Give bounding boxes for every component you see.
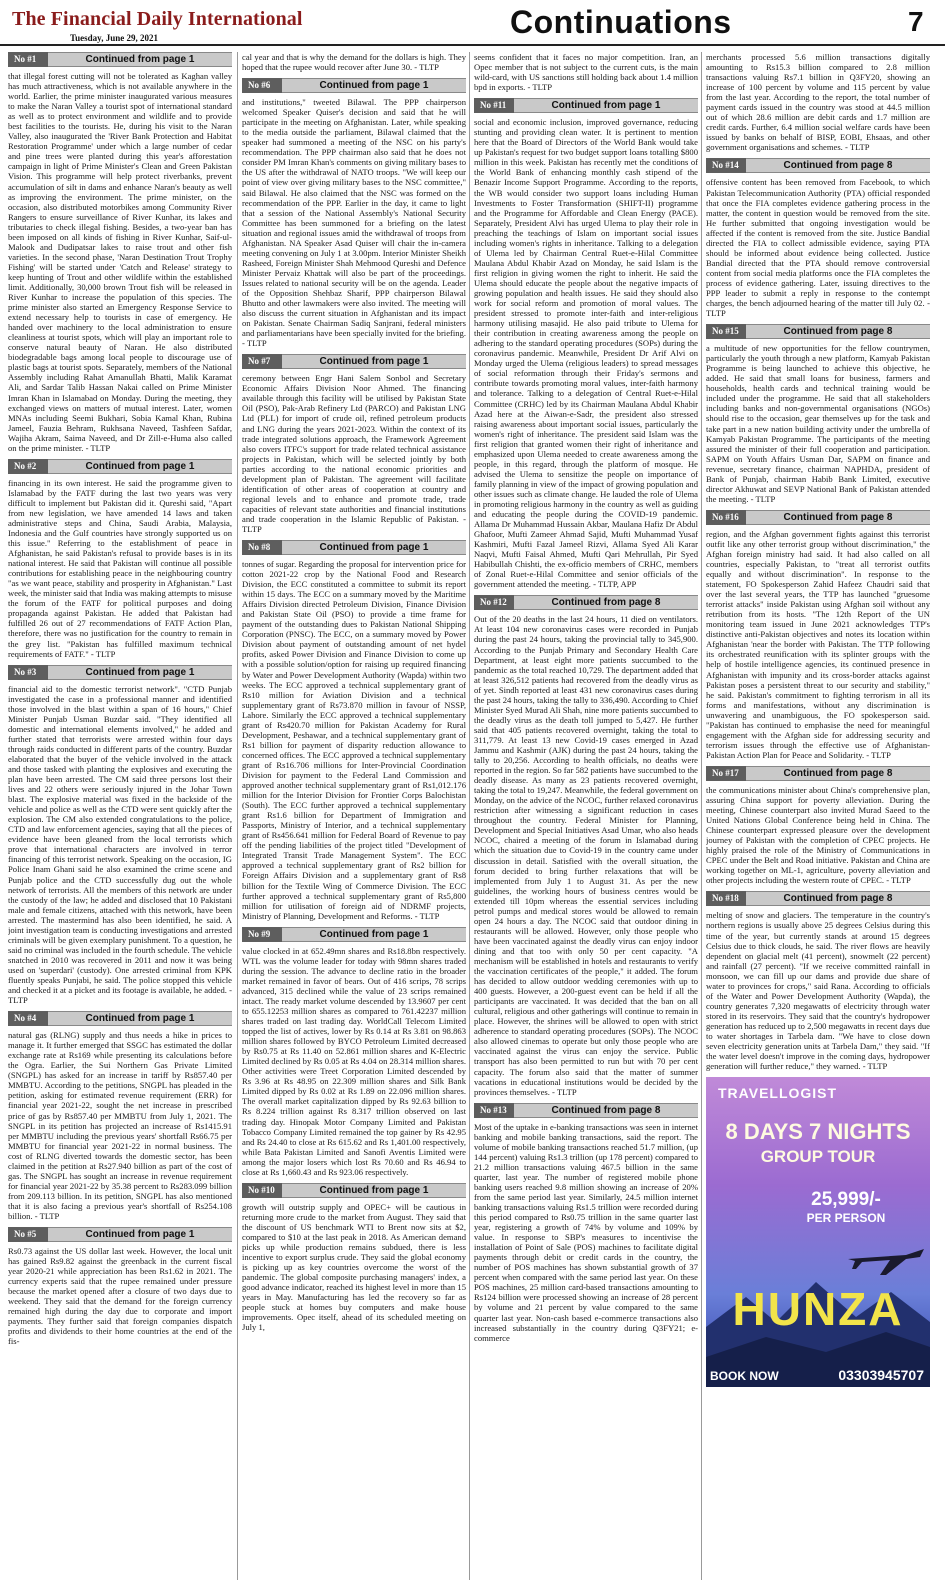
article-body: Most of the uptake in e-banking transactions was seen in internet banking and mobile banking transactions, said the report. The volume of mobile banking transactions reached 51.7 million, (up 144 percent) valuing Rs1.3 trillion (up 178 percent) compared to 21.2 million transactions valuing 467.5 billion in the same quarter, last year. The number of registered mobile phone banking users reached 9.8 million showing an increase of 20% from the same period last year. Similarly, 24.5 million internet banking transactions valuing Rs1.5 trillion were recorded during this period compared to Rs0.75 trillion in the same quarter last year, registering a growth of 74% by volume and 109% by value. In response to SBP's measures to incentivise the installation of Point of Sale (POS) machines to facilitate digital payments through debit or credit cards in the country, the number of POS machines has shown substantial growth of 37 percent when compared with the same period last year. On these POS machines, 25 million card-based transactions amounting to Rs124 billion were processed showing an increase of 28 percent by volume and 21 percent by value compared to the same quarter last year. Non-cash based e-commerce transactions also increased substantially in the country during Q3FY21; e-commerce [474, 1121, 698, 1343]
ad-phone: 03303945707 [838, 1367, 924, 1384]
article-body: and institutions," tweeted Bilawal. The PPP chairperson welcomed Speaker Quiser's decision and said that he will participate in the meeting on Afghanistan. Later, while speaking to the media outside the parliament, Bilawal claimed that the speaker had summoned a meeting of the NSC on his party's recommendation. The PPP chairman also said that he does not consider PM Imran Khan's comments on giving military bases to the US after the withdrawal of NATO troops. "We will keep our point of view over giving military bases to the NSC committee," said Bilawal. He also claimed that the NSC was formed on the recommendation of the PPP. Earlier in the day, it came to light that a session of the National Assembly's National Security Committee has been summoned for a briefing on the latest situation and regional issues amid the withdrawal of troops from Afghanistan. NA Speaker Asad Quiser will chair the in-camera meeting convening on July 1 at 3.00pm. Interior Minister Sheikh Rasheed, Foreign Minister Shah Mehmood Qureshi and Defence Minister Pervaiz Khattak will also be part of the proceedings. Issues related to national security will be on the agenda. Leader of the Opposition Shehbaz Sharif, PPP chairperson Bilawal Bhutto and other lawmakers were also invited. The meeting will also discuss the current situation in Afghanistan and its impact on Pakistan. Senate Chairman Sadiq Sanjrani, federal ministers and parliamentarians have been specially invited for the briefing. - TLTP [242, 97, 466, 349]
article-number: No #17 [706, 766, 746, 781]
article-header [8, 459, 232, 474]
article [706, 324, 930, 504]
column-1 [8, 52, 232, 1580]
column-3 [474, 52, 698, 1580]
article-number: No #11 [474, 98, 514, 113]
ad-brand: TRAVELLOGIST [718, 1085, 838, 1102]
ad-tour-type: GROUP TOUR [760, 1147, 876, 1167]
column-divider [469, 52, 470, 1580]
article-body: that illegal forest cutting will not be tolerated as Kaghan valley has much attractiveness, which is not available anywhere in the world. Earlier, the prime minister inaugurated various measures to make the Naran Valley a tourist spot of international standard as well as to protect environment and wildlife and to provide best facilities to the tourists. He, during his visit to the Naran Valley, also inaugurated the 'River Bank Protection and Habitat Restoration Programme' under which a large number of cedar and pine trees were planted during this year's afforestation campaign in light of Prime Minister's Clean and Green Pakistan Vision. This programme will help protect riverbanks, prevent accumulation of silt in dams and enhance Naran's beauty as well as improving the environment. The prime minister, on the occasion, also distributed motorbikes among Community River Rangers to ensure surveillance of River Kunhar, its lakes and tributaries to check illegal fishing. Besides, a two-year ban has been imposed on all kinds of fishing in River Kunhar, Saif-ul-Malook and Dudipatsar lakes to raise trout and other fish varieties. In the second phase, 'Naran Destination Trout Trophy Fishing' will be started under 'Catch and Release' strategy to keep hunting of Trout and other wildlife within the established limit. Additionally, 30,000 brown Trout fish will be released in River Kunhar to increase the population of this species. The prime minister also started an Emergency Response Service to extend necessary help to tourists in case of emergency. He handed over machinery to the local administration to ensure cleanliness at tourist spots, which will play an important role to conserve natural beauty of Naran. He also distributed biodegradable bags among local people to discourage use of plastic bags at tourist spots. Separately, members of the National Assembly including Rahat Amanullah Bhatti, Malik Karamat Ali, and Sardar Talib Hassan Nakai called on Prime Minister Imran Khan in Islamabad on Monday. During the meeting, they exchanged views on matters of mutual interest. Later, women MNAs including Seemi Bukhari, Sobia Kamal Khan, Rubina Jameel, Fauzia Behram, Rukhsana Naveed, Tashfeen Safdar, Wajiha Akram, Saima Naveed, and Dr Zill-e-Huma also called on the prime minister. - TLTP [8, 71, 232, 453]
masthead [0, 0, 945, 46]
article-header [8, 1011, 232, 1026]
article-header [706, 766, 930, 781]
article-header [242, 540, 466, 555]
article-number: No #13 [474, 1103, 514, 1118]
article-body: financing in its own interest. He said the programme given to Islamabad by the FATF during the last two years was very difficult to implement but Pakistan did it. Qureshi said, "Apart from new legislation, we have amended 14 laws and taken administrative steps and China, Saudi Arabia, Malaysia, Indonesia and the Gulf countries have strongly supported us on this issue." Referring to the establishment of peace in Afghanistan, he said Pakistan's refusal to provide bases is in its national interest. He said that Pakistan will continue all possible contributions for establishing peace in the neighbouring country "as we want peace, stability and prosperity in Afghanistan." Last week, the minister said that India was making attempts to misuse the forum of the FATF for political purposes and doing propaganda against Pakistan. He added that Pakistan had fulfilled 26 out of 27 recommendations of FATF Action Plan, therefore, there was no justification for the country to remain in the grey list. "Pakistan has fulfilled maximum technical requirements of FATF." - TLTP [8, 477, 232, 659]
article-continued-label: Continued from page 1 [85, 1229, 195, 1241]
column-4 [706, 52, 930, 1580]
article-header [242, 1183, 466, 1198]
article [706, 510, 930, 760]
article-header [706, 324, 930, 339]
article [8, 52, 232, 453]
article-body: the communications minister about China's comprehensive plan, assuring China support for poverty alleviation. During the meeting, Chinese counterpart also invited Murad Saeed to the United Nations Global Conference being held in China. The Chinese counterpart expressed pleasure over the development journey of Pakistan with the completion of CPEC projects. He highly praised the role of the Ministry of Communications in CPEC under the Belt and Road initiative. Pakistan and China are working together on ML-1, agriculture, poverty alleviation and other projects including the western route of CPEC. - TLTP [706, 784, 930, 886]
article-header [8, 1227, 232, 1242]
issue-date: Tuesday, June 29, 2021 [70, 33, 158, 43]
article-continued-label: Continued from page 1 [319, 928, 429, 940]
article [8, 665, 232, 1006]
article-continued-label: Continued from page 1 [319, 80, 429, 92]
article-body: social and economic inclusion, improved governance, reducing stunting and providing clean water. It is pertinent to mention here that the Board of Directors of the World Bank would take up Pakistan's request for two budget support loans totalling $800 million in this week. Pakistan has recently met the conditions of the World Bank of enhancing monthly cash stipend of the Benazir Income Support Programme. According to the reports, the WB would consider two support loans including Human Investments to Foster Transformation (SHIFT-II) programme and the Programme for Affordable and Clean Energy (PACE). Separately, President Alvi has urged Ulema to play their role in preaching the teachings of Islam on important social issues including women's rights in inheritance. Talking to a delegation of Ulema led by Chairman Central Ruet-e-Hilal Committee Maulana Abdul Khabir Azad on Monday, he said Islam is the first religion in giving women the right to inherit. He said the Ulema should educate the people about the negative impacts of growing population and health issues. He said they should also work for social reform and promotion of moral values. The president stressed to promote inter-faith and inter-religious harmony utilising masajid. He also paid tribute to Ulema for their contribution in creating awareness among the people on adhering to the standard operating procedures (SOPs) during the coronavirus pandemic. Meanwhile, President Dr Arif Alvi on Monday urged the Ulema (religious leaders) to spread messages of social reformation through their Friday's sermons and contribute towards promoting moral values, inter-faith harmony and tolerance. Talking to a delegation of Central Ruet-e-Hilal Committee (CRHC) led by its Chairman Maulana Abdul Khabir Azad here at the Aiwan-e-Sadr, the president also stressed raising awareness about important social issues, particularly the women's right of inheritance. The president said Islam was the first religion that granted women their right of inheritance and emphasized upon Ulema needed to create awareness among the people, in this regard, through the platform of mosque. He advised the Ulema to sensitize the people on importance of family planning in view of the impact of growing population and other issues such as climate change. He lauded the role of Ulema in promoting religious harmony in the country as well as guiding and educating the people during the COVID-19 pandemic. Allama Dr Muhammad Hussain Akbar, Maulana Hafiz Dr Abdul Ghafoor, Mufti Zameer Ahmad Sajid, Mufti Muhammad Yusaf Kashmiri, Mufti Fazal Jameel Rizvi, Allama Syed Ali Karar Naqvi, Mufti Faisal Ahmed, Mufti Qari Mehrullah, Pir Syed Habibullah Chishti, the ex-officio members of CRHC, members of Zonal Ruet-e-Hilal Committee and senior officials of the government attended the meeting. - TLTP, APP [474, 117, 698, 590]
article-body: value clocked in at 652.49mn shares and Rs18.8bn respectively. WTL was the volume leader for today with 98mn shares traded during the session. The advance to decline ratio in the broader market remained in favor of bears. Out of 416 scrips, 78 scrips advanced, 315 declined while the value of 23 scrips remained intact. The ready market volume descended by 13.9607 per cent to 655.12253 million shares as compared to 761.42237 million shares traded on last trading day. WorldCall Telecom Limited topped the list of actives, lower by Rs 0.14 at Rs 3.81 on 98.863 million shares followed by BYCO Petroleum Limited decreased by Rs0.75 at Rs 11.40 on 52.861 million shares and K-Electric Limited declined by Rs 0.05 at Rs 4.04 on 28.314 million shares. Other activities were Treet Corporation Limited descended by Rs 3.96 at Rs 48.95 on 22.309 million shares and Silk Bank Limited dipped by Rs 0.02 at Rs 1.89 on 22.096 million shares. The overall market capitalization dipped by Rs 92.63 billion to Rs 8.224 trillion against Rs 8.317 trillion observed on last trading day. Hinopak Motor Company Limited and Pakistan Tobacco Company Limited remained the top gainer by Rs 42.95 and Rs 24.40 to close at Rs 615.62 and Rs 1,401.00 respectively, while Bata Pakistan Limited and Sanofi Aventis Limited were among the major losers which lost Rs 70.60 and Rs 46.94 to close at Rs 1,660.43 and Rs 923.06 respectively. [242, 945, 466, 1177]
article [8, 459, 232, 659]
article [242, 540, 466, 921]
article-continued-label: Continued from page 8 [783, 326, 893, 338]
ad-duration: 8 DAYS 7 NIGHTS [725, 1119, 911, 1145]
article-number: No #8 [242, 540, 282, 555]
article-number: No #16 [706, 510, 746, 525]
article-continued-label: Continued from page 1 [85, 1013, 195, 1025]
article-header [242, 354, 466, 369]
article [474, 98, 698, 589]
article-number: No #15 [706, 324, 746, 339]
article [8, 1011, 232, 1221]
article-number: No #4 [8, 1011, 48, 1026]
article-body: tonnes of sugar. Regarding the proposal for intervention price for cotton 2021-22 crop by the National Food and Research Division, the ECC constituted a committee to submit its report within 15 days. The ECC on a summary moved by the Maritime Affairs Division directed Petroleum Division, Finance Division and Pakistan State Oil (PSO) to provide a time frame for payment of the outstanding dues to Pakistan National Shipping Corporation (PNSC). The ECC, on a summary moved by Power Division about payment of outstanding amount of net hydel profits, asked Power Division and Finance Division to come up with a possible solution/option for raising up required financing by Water and Power Development Authority (Wapda) within two weeks. The ECC approved a technical supplementary grant of Rs10 million for Aviation Division and a technical supplementary grant of Rs73.870 million in favour of NSSP, Lahore. Similarly the ECC approved a technical supplementary grant of Rs420.70 million for Pakistan Academy for Rural Development, Peshawar, and a technical supplementary grant of Rs1 billion for payment of disparity reduction allowance to concerned offices. The ECC approved a technical supplementary grant of Rs16.706 millions for Inter-Provincial Coordination Division for payment to the Federal Land Commission and approved another technical supplementary grant of Rs1,012.176 million for the Interior Division for Frontier Corps Balochistan (South). The ECC further approved a technical supplementary grant Rs1.6 billion for Department of Immigration and Passports, Ministry of Interior, and a technical supplementary grant of Rs456.641 million for Federal Board of Revenue to pay off the pending liabilities of the project titled "Development of Integrated Transit Trade Management System". The ECC approved a technical supplementary grant of Rs2 billion for Foreign Affairs Division and a supplementary grant of Rs8 billion for the Textile Wing of Commerce Division. The ECC further approved a technical supplementary grant of Rs5,800 million for utilisation of foreign aid of NDRMF projects, Ministry of Planning, Development and Reforms. - TLTP [242, 559, 466, 921]
article-body: natural gas (RLNG) supply and thus needs a hike in prices to manage it. It further emerged that SSGC has estimated the dollar exchange rate at Rs169 while presenting its calculations before the Ogra. Earlier, the Sui Northern Gas Private Limited (SNGPL) has asked for an increase in tariff by Rs857.40 per MMBTU. According to the petitions, SNGPL has pleaded in the petition, asking for estimated revenue requirement (ERR) for financial year 2021-22, sought the net increase in prescribed price of gas by Rs857.40 per MMBTU from July 1, 2021. The SNGPL in its petition has projected an increase of Rs1415.91 per MMBTU including the previous years' shortfall Rs66.75 per MMBTU for financial year 2021-22 in normal business. The cost of RLNG diverted towards the domestic sector, has been claimed in the petition at Rs27.940 billion as part of the cost of gas. The SNGPL has sought an increase in revenue requirement for financial year 2021-22 by 35.38 percent to Rs283.099 billion from 209.113 billion. In its petition, SNGPL has also mentioned that it is also facing a previous year's shortfall of Rs254.108 billion. - TLTP [8, 1030, 232, 1221]
article-continued-label: Continued from page 1 [319, 356, 429, 368]
article-number: No #3 [8, 665, 48, 680]
article-body: offensive content has been removed from Facebook, to which Pakistan Telecommunication Authority (PTA) official responded that once the FIA completes evidence gathering process in the matter, the content in question would be removed from the site. He further submitted that ongoing investigation would be affected if the content is removed from the site. Justice Bandial directed the FIA to collect admissible evidence, saying PTA should be informed about evidence being collected. Justice Bandial directed that the PTA should remove controversial content from social media platforms once the FIA completes the process of evidence gathering. Later, issuing directives to the PPP leader to submit a reply in response to the contempt charges, the bench adjourned hearing of the matter till July 02. - TLTP [706, 177, 930, 319]
article [242, 78, 466, 348]
article-number: No #18 [706, 891, 746, 906]
article-number: No #6 [242, 78, 282, 93]
article [706, 891, 930, 1071]
article-number: No #5 [8, 1227, 48, 1242]
article [474, 52, 698, 92]
travel-advertisement[interactable] [706, 1077, 930, 1387]
article-continued-label: Continued from page 8 [551, 1104, 661, 1116]
article-continued-label: Continued from page 8 [783, 893, 893, 905]
section-title: Continuations [510, 4, 732, 40]
article-continued-label: Continued from page 1 [551, 100, 661, 112]
article-continued-label: Continued from page 8 [551, 597, 661, 609]
article-body: Out of the 20 deaths in the last 24 hours, 11 died on ventilators. At least 104 new coronavirus cases were recorded in Punjab during the past 24 hours, taking the provincial tally to 345,900. According to the Punjab Primary and Secondary Health Care Department, at least eight more patients succumbed to the pandemic as the total reached 10,729. The department added that at least 326,512 patients had recovered from the deadly virus as of yet. Sindh reported at least 431 new coronavirus cases during the past 24 hours, taking the tally to 336,490. According to Chief Minister Syed Murad Ali Shah, nine more patients succumbed to the deadly virus as the death toll jumped to 5,427. He further said that 405 patients recovered overnight, taking the total to 311,779. At least 13 new Covid-19 cases emerged in Azad Jammu and Kashmir (AJK) during the past 24 hours, taking the tally to 20,256. According to health officials, no deaths were reported in the region. So far 582 patients have succumbed to the deadly disease. As many as 23 patients recovered overnight, taking the total to 19,247. Meanwhile, the federal government on Monday, on the advice of the NCOC, further relaxed coronavirus restriction after witnessing a significant reduction in cases throughout the country. Federal Minister for Planning, Development and Special Initiatives Asad Umar, who also heads NCOC, chaired a meeting of the forum in Islamabad during which the situation due to Covid-19 in the country came under discussion in detail. Satisfied with the overall situation, the forum decided to bring further relaxations that will be implemented from July 1 to August 31. As per the new guidelines, the working hours of business centres would be extended till 10pm whereas the essential services including petrol pumps and medical stores would be allowed to remain open 24 hours a day. The NCOC said that outdoor dining in restaurants will be allowed. However, only those people who have been vaccinated against the deadly virus can enjoy indoor dining and that too with only 50 per cent capacity. "A mechanism will be established in hotels and restaurants to verify the vaccination certificates of the people," it added. The forum has decided to allow outdoor wedding ceremonies with up to 400 guests. However, a 200-guest event can be held if all the participants are vaccinated. It was decided that the ban on all cultural, religious and other gatherings will continue to remain in place. However, the shrines will be allowed to open with strict adherence to standard operating procedures (SOPs). The NCOC also allowed cinemas to operate but only those people who are vaccinated against the virus can enjoy the service. Public transport has also been permitted to run but with 70 per cent capacity. The forum also said that the matter of summer vacations in educational institutions would be decided by the provinces themselves. - TLTP [474, 614, 698, 1097]
article-number: No #7 [242, 354, 282, 369]
article-body: financial aid to the domestic terrorist network". "CTD Punjab investigated the case in a professional manner and identified those involved in the blast within a span of 16 hours," Chief Minister Punjab Usman Buzdar said. "They identified all domestic and international elements involved," he added and further stated that terrorists were arrested within four days through raids conducted in different parts of the country. Buzdar elaborated that the buyer of the vehicle involved in the attack and those tasked with planting the explosives and executing the plan have been arrested. The CM said three persons lost their lives and 22 others were seriously injured in the Johar Town blast. The explosive material was fixed in the backside of the vehicle and police as well as the CTD were sent quickly after the explosion. The CM also extended congratulations to the police, CTD and law enforcement agencies, saying that all the pieces of evidence have been gleaned from the local terrorists which prove that international characters are involved in terror financing of this terrorist network. Speaking on the occasion, IG Police Inam Ghani said he also examined the crime scene and Punjab police and the CTD successfully dug out the whole network of terrorists. All the members of this network are under the custody of the law; he added and disclosed that 10 Pakistani male and female citizens, attached with this network, have been arrested. The mastermind has also been identified, he said. A joint investigation team is conducting investigations and arrested criminals will be given exemplary punishment. To a question, he said no criminal was included in the fourth schedule. The vehicle snatched in 2010 was recovered in 2011 and now it was being used on 'superdari' (custody). One arrested criminal from KPK fluently speaks Punjabi, he said. The police stopped this vehicle and checked it at a picket and its footage is available, he added. - TLTP [8, 683, 232, 1006]
article [242, 927, 466, 1177]
article-number: No #1 [8, 52, 48, 67]
article-continued-label: Continued from page 8 [783, 160, 893, 172]
article-body: growth will outstrip supply and OPEC+ will be cautious in returning more crude to the market from August. They said that the discount of US benchmark WTI to Brent now sits at $2, compared to $10 at the last peak in 2018. As American demand picks up while production remains subdued, there is less incentive to export surplus crude. They said the global economy is picking up as key countries overcome the worst of the pandemic. The global composite purchasing managers' index, a good advance indicator, reached its highest level in more than 15 years in May. Manufacturing has led the recovery so far as people stuck at homes buy computers and make house improvements. Opec itself, ahead of its scheduled meeting on July 1, [242, 1201, 466, 1333]
article-body: seems confident that it faces no major competition. Iran, an Opec member that is not subject to the current cuts, is the main wild-card, with US sanctions still holding back about 1.4 million bpd in exports. - TLTP [474, 52, 698, 93]
article [706, 766, 930, 885]
article-header [706, 158, 930, 173]
article-header [8, 52, 232, 67]
article-header [474, 1103, 698, 1118]
article [8, 1227, 232, 1346]
article [706, 158, 930, 318]
article-header [242, 927, 466, 942]
ad-price: 25,999/- [811, 1189, 881, 1211]
article-body: a multitude of new opportunities for the fellow countrymen, particularly the youth through a new platform, Kamyab Pakistan Programme is being launched to achieve this objective, he added. He said that small loans for business, farmers and households, health cards and technical training would be included under the programme. He said that all stakeholders including banks and non-governmental organisations (NGOs) should rise to the occasion, gear themselves up for the task and take part in a new nation building activity under the umbrella of Kamyab Pakistan Programme. The participants of the meeting assured the minister of their full cooperation and participation. SAPM on Youth Affairs Usman Dar, SAPM on finance and revenue, secretary finance, chairman NAPHDA, president of Bank of Punjab, chairman Habib Bank Limited, executive director Akhuwat and SEVP National Bank of Pakistan attended the meeting. - TLTP [706, 343, 930, 504]
column-divider [701, 52, 702, 1580]
article-continued-label: Continued from page 1 [319, 1184, 429, 1196]
book-now-button[interactable]: BOOK NOW [710, 1369, 779, 1384]
column-divider [237, 52, 238, 1580]
article-continued-label: Continued from page 8 [783, 767, 893, 779]
article-number: No #2 [8, 459, 48, 474]
article-number: No #12 [474, 595, 514, 610]
article [242, 354, 466, 534]
article [706, 52, 930, 152]
column-2 [242, 52, 466, 1580]
article-number: No #10 [242, 1183, 282, 1198]
article [474, 1103, 698, 1343]
article-header [706, 510, 930, 525]
article-body: merchants processed 5.6 million transactions digitally amounting to Rs15.3 billion compared to 2.8 million transactions valuing Rs7.1 billion in Q3FY20, showing an increase of 100 percent by volume and 115 percent by value from the last year. According to the report, the total number of payment cards issued in the country was stood at 44.5 million out of which 28.6 million are debit cards and 1.7 million are credit cards. Further, 6.4 million social welfare cards have been issued by banks on behalf of BISP, EOBI, Ehsaas, and other government organisations and schemes. - TLTP [706, 52, 930, 153]
article-body: cal year and that is why the demand for the dollars is high. They hoped that the rupee would recover after June 30. - TLTP [242, 52, 466, 73]
newspaper-title: The Financial Daily International [12, 8, 303, 30]
article-header [474, 98, 698, 113]
article-number: No #9 [242, 927, 282, 942]
article [474, 595, 698, 1096]
article-body: region, and the Afghan government fights against this terrorist outfit like any other terrorist group without discrimination," the Afghan foreign ministry had said. It had also called on all countries, especially Pakistan, to "treat all terrorist outfits equally and without discrimination". In response to the statement, FO Spokesperson Zahid Hafeez Chaudri said that over the last several years, the TTP has launched "gruesome terrorist attacks" inside Pakistan using Afghan soil without any retribution from its hosts. "The 12th Report of the UN monitoring team issued in June 2021 acknowledges TTP's distinctive anti-Pakistan objectives and notes its location within Afghanistan 'near the border with Pakistan. The TTP following its orchestrated reunification with its splinter groups with the help of hostile intelligence agencies, its continued presence in Afghanistan with impunity and its cross-border attacks against Pakistan poses a persistent threat to our security and stability," he said. Pakistan's commitment to fighting terrorism in all its forms and manifestations, without any discrimination is unwavering and unambiguous, the FO spokesperson said. "Pakistan has continued to emphasise the need for meaningful engagement with the Afghan side for addressing security and terrorism issues through the effective use of Afghanistan-Pakistan Action Plan for Peace and Solidarity. - TLTP [706, 528, 930, 760]
article-body: ceremony between Engr Hani Salem Sonbol and Secretary Economic Affairs Division Noor Ahmed. The financing available through this facility will be utilised by Pakistan State Oil (PSO), Pak-Arab Refinery Ltd (PARCO) and Pakistan LNG Ltd (PLL) for import of crude oil, refined petroleum products and LNG during the years 2021-2023. Within the context of its trade integrated solutions approach, the Framework Agreement also covers ITFC's support for trade related technical assistance projects in Pakistan, which will be selected jointly by both parties according to the national economic priorities and development plan of Pakistan. The agreement will facilitate identification of other areas of cooperation at country and regional levels and to enhance and promote trade, trade capacities of relevant state authorities and financial institutions and trade cooperation in the Islamic Republic of Pakistan. - TLTP [242, 373, 466, 534]
article-body: Rs0.73 against the US dollar last week. However, the local unit has gained Rs9.82 against the greenback in the current fiscal year 2020-21 while appreciation has been Rs1.62 in 2021. The currency experts said that the rupee remained under pressure because the market opened after a closure of two days due to weekend. They said that the demand for the foreign currency remained high during the day due to corporate and import payments. They further said that foreign companies dispatch profits and dividends to their home countries at the end of the fis- [8, 1246, 232, 1347]
page-number: 7 [908, 6, 924, 37]
article [242, 52, 466, 72]
article-header [474, 595, 698, 610]
article-continued-label: Continued from page 8 [783, 511, 893, 523]
article-header [8, 665, 232, 680]
article [242, 1183, 466, 1333]
article-continued-label: Continued from page 1 [85, 460, 195, 472]
ad-price-unit: PER PERSON [806, 1211, 886, 1226]
article-body: melting of snow and glaciers. The temperature in the country's northern regions is usually above 25 degrees Celsius during this time of the year, but currently stands at around 15 degrees Celsius due to thick clouds, he said. The river flows are heavily dependent on glacial melt (41 percent), snowmelt (22 percent) and rainfall (27 percent). "If we receive committed rainfall in monsoon, we can fill up our dams and provide due share of water to provinces for crops," said Rana. According to officials of the Water and Power Development Authority (Wapda), the country generates 7,320 megawatts of electricity through water stored in its reservoirs. They said that the country's hydropower generation has reduced up to 2,500 megawatts in recent days due to water shortages in Tarbela dam. "We have to close down seven electricity generation units at Tarbela Dam," they said. "If the water level doesn't improve in the coming days, hydropower generation will further reduce," they warned. - TLTP [706, 910, 930, 1072]
article-header [242, 78, 466, 93]
article-continued-label: Continued from page 1 [319, 542, 429, 554]
article-continued-label: Continued from page 1 [85, 54, 195, 65]
article-header [706, 891, 930, 906]
ad-destination: HUNZA [732, 1283, 904, 1336]
article-number: No #14 [706, 158, 746, 173]
article-continued-label: Continued from page 1 [85, 666, 195, 678]
